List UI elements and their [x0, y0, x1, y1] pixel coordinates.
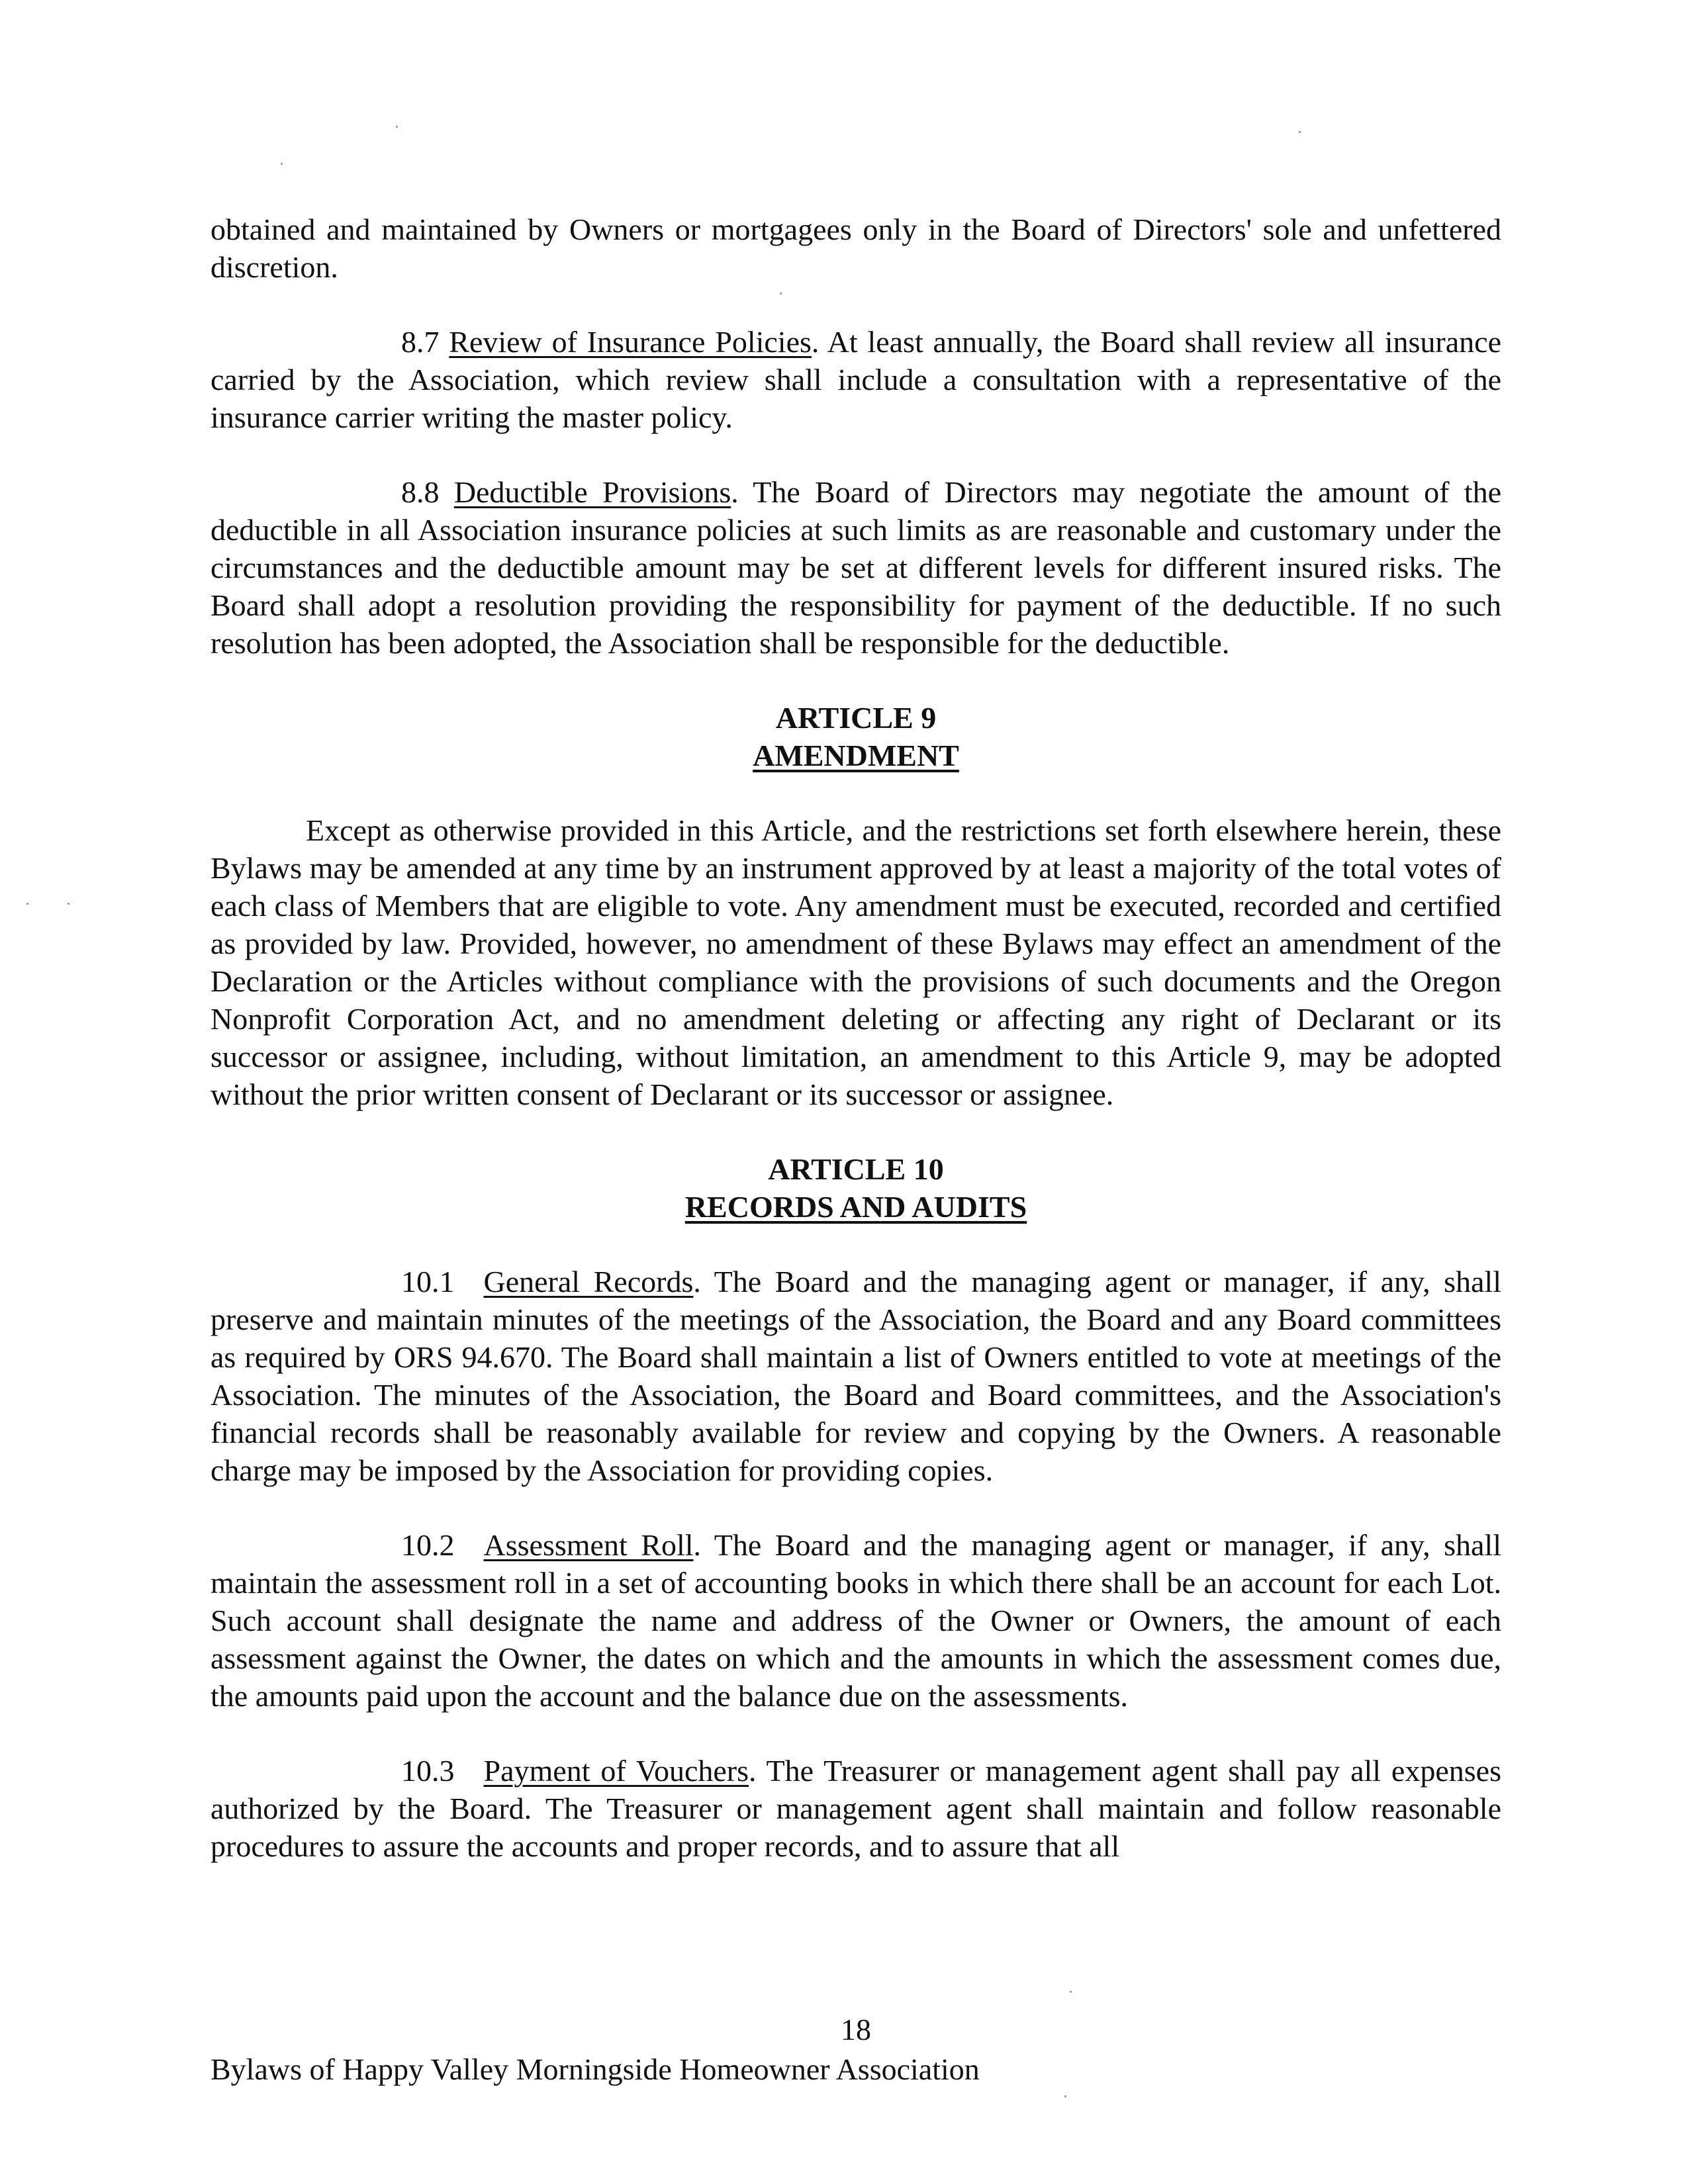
section-number: 10.1: [401, 1265, 455, 1298]
scan-speck: [26, 903, 28, 905]
section-8-8: [211, 473, 1501, 662]
scan-speck: [396, 126, 398, 128]
section-title: Deductible Provisions: [453, 475, 731, 509]
section-number: 10.3: [401, 1754, 455, 1788]
section-title: Payment of Vouchers: [483, 1754, 749, 1788]
section-title: Assessment Roll: [483, 1528, 694, 1562]
article-label: ARTICLE 10: [768, 1152, 944, 1186]
document-page: [211, 210, 1501, 1865]
section-text: . The Board and the managing agent or manager, if any, shall maintain the assessment roll in a set of accounting books in which there shall be an account for each Lot. Such account shall designate the name and address of the Owner or Owners, the amount of each assessment against the Owner, the dates on which and the amounts in which the assessment comes due, the amounts paid upon the account and the balance due on the assessments.: [211, 1528, 1501, 1713]
page-number: 18: [841, 2013, 871, 2046]
scan-speck: [281, 163, 283, 165]
section-8-7: [211, 323, 1501, 436]
section-number: 8.8: [401, 475, 440, 509]
section-text: . The Board of Directors may negotiate the amount of the deductible in all Association insurance policies at such limits as are reasonable and customary under the circumstances and the deductible amount may be set at different levels for different insured risks. The Board shall adopt a resolution providing the responsibility for payment of the deductible. If no such resolution has been adopted, the Association shall be responsible for the deductible.: [211, 475, 1502, 660]
scan-speck: [1070, 1991, 1072, 1993]
article-9-heading: [211, 699, 1501, 774]
article-title: AMENDMENT: [753, 739, 959, 772]
section-title: Review of Insurance Policies: [449, 325, 812, 359]
section-text: . The Board and the managing agent or manager, if any, shall preserve and maintain minutes of the meetings of the Association, the Board and any Board committees as required by ORS 94.670. The Board shall maintain a list of Owners entitled to vote at meetings of the Association. The minutes of the Association, the Board and Board committees, and the Association's financial records shall be reasonably available for review and copying by the Owners. A reasonable charge may be imposed by the Association for providing copies.: [211, 1265, 1501, 1487]
article-label: ARTICLE 9: [775, 701, 937, 735]
section-number: 10.2: [401, 1528, 455, 1562]
section-text: . The Treasurer or management agent shall pay all expenses authorized by the Board. The Treasurer or management agent shall maintain and follow reasonable procedures to assure the accounts and proper records, and to assure that all: [211, 1754, 1501, 1863]
section-number: 8.7: [401, 325, 440, 359]
section-10-2: [211, 1526, 1501, 1715]
scan-speck: [68, 903, 70, 905]
scan-speck: [1299, 131, 1301, 133]
section-10-3: [211, 1752, 1501, 1865]
section-title: General Records: [483, 1265, 694, 1298]
section-text: . At least annually, the Board shall review all insurance carried by the Association, which review shall include a consultation with a representative of the insurance carrier writing the master policy.: [211, 325, 1501, 434]
footer-title: Bylaws of Happy Valley Morningside Homeowner Association: [211, 2052, 980, 2086]
article-title: RECORDS AND AUDITS: [684, 1190, 1027, 1224]
intro-paragraph: obtained and maintained by Owners or mortgagees only in the Board of Directors' sole and unfettered discretion.: [211, 212, 1501, 284]
section-10-1: [211, 1263, 1501, 1489]
scan-speck: [1064, 2095, 1066, 2097]
article-10-heading: [211, 1150, 1501, 1226]
article-9-paragraph: Except as otherwise provided in this Article, and the restrictions set forth elsewhere herein, these Bylaws may be amended at any time by an instrument approved by at least a majority of the total votes of each class of Members that are eligible to vote. Any amendment must be executed, recorded and certified as provided by law. Provided, however, no amendment of these Bylaws may effect an amendment of the Declaration or the Articles without compliance with the provisions of such documents and the Oregon Nonprofit Corporation Act, and no amendment deleting or affecting any right of Declarant or its successor or assignee, including, without limitation, an amendment to this Article 9, may be adopted without the prior written consent of Declarant or its successor or assignee.: [211, 813, 1501, 1111]
